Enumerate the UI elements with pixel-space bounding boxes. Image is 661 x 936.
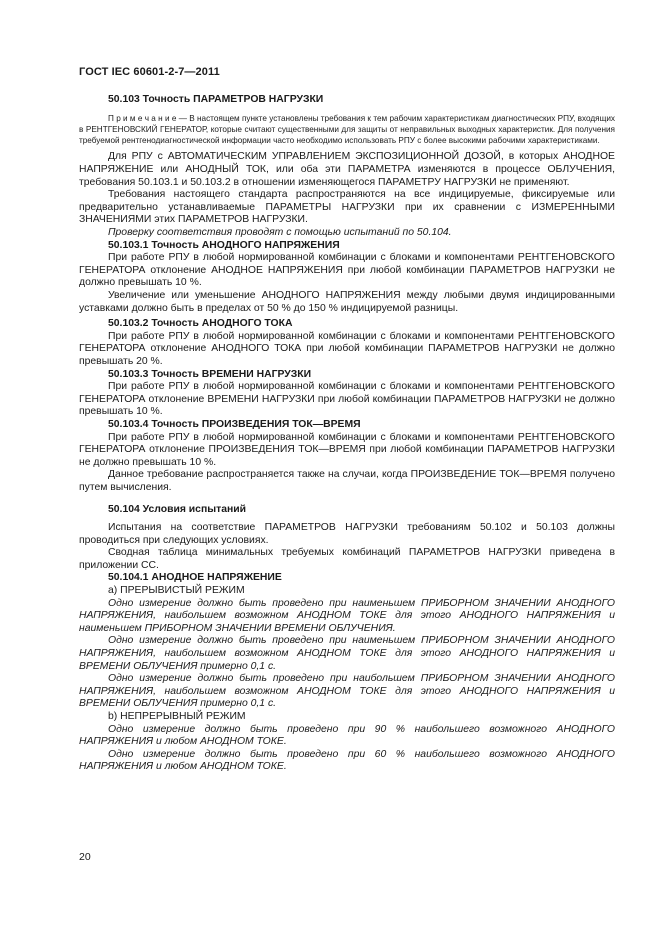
compliance-check-paragraph: Проверку соответствия проводят с помощью испытаний по 50.104.: [108, 227, 452, 239]
section-heading-50-103: 50.103 Точность ПАРАМЕТРОВ НАГРУЗКИ: [108, 94, 324, 105]
measurement-paragraph: Одно измерение должно быть проведено при наибольшем ПРИБОРНОМ ЗНАЧЕНИИ АНОДНОГО НАПРЯЖЕНИЯ, наибольшем возможном АНОДНОМ ТОКЕ для этого АНОДНОГО НАПРЯЖЕНИЯ и ВРЕМЕНИ ОБЛУЧЕНИЯ примерно 0,1 с.: [79, 673, 615, 710]
paragraph: Испытания на соответствие ПАРАМЕТРОВ НАГРУЗКИ требованиям 50.102 и 50.103 должны проводиться при следующих условиях.: [79, 522, 615, 546]
section-heading-50-103-2: 50.103.2 Точность АНОДНОГО ТОКА: [108, 318, 293, 330]
document-body: [79, 94, 615, 774]
measurement-paragraph: Одно измерение должно быть проведено при 90 % наибольшего возможного АНОДНОГО НАПРЯЖЕНИЯ и любом АНОДНОМ ТОКЕ.: [79, 723, 615, 748]
list-item-a: а) ПРЕРЫВИСТЫЙ РЕЖИМ: [108, 585, 245, 597]
paragraph: Увеличение или уменьшение АНОДНОГО НАПРЯЖЕНИЯ между любыми двумя индицированными уставками должно быть в пределах от 50 % до 150 % индицируемой разницы.: [79, 290, 615, 314]
section-heading-50-103-1: 50.103.1 Точность АНОДНОГО НАПРЯЖЕНИЯ: [108, 239, 340, 251]
section-heading-50-104: 50.104 Условия испытаний: [108, 503, 247, 515]
section-heading-50-103-3: 50.103.3 Точность ВРЕМЕНИ НАГРУЗКИ: [108, 368, 312, 380]
note-paragraph: П р и м е ч а н и е — В настоящем пункте установлены требования к тем рабочим характеристикам диагностических РПУ, входящих в РЕНТГЕНОВСКИЙ ГЕНЕРАТОР, которые считают существенными для защиты от неправильных выходных характеристик. Для получения требуемой рентгенодиагностической информации часто необходимо использовать РПУ с более высокими рабочими характеристиками.: [79, 113, 615, 146]
measurement-paragraph: Одно измерение должно быть проведено при наименьшем ПРИБОРНОМ ЗНАЧЕНИИ АНОДНОГО НАПРЯЖЕНИЯ, наибольшем возможном АНОДНОМ ТОКЕ для этого АНОДНОГО НАПРЯЖЕНИЯ и ВРЕМЕНИ ОБЛУЧЕНИЯ примерно 0,1 с.: [79, 635, 615, 672]
measurement-paragraph: Одно измерение должно быть проведено при наименьшем ПРИБОРНОМ ЗНАЧЕНИИ АНОДНОГО НАПРЯЖЕНИЯ, наибольшем возможном АНОДНОМ ТОКЕ для этого АНОДНОГО НАПРЯЖЕНИЯ и наименьшем ПРИБОРНОМ ЗНАЧЕНИИ ВРЕМЕНИ ОБЛУЧЕНИЯ.: [79, 597, 615, 634]
measurement-paragraph: Одно измерение должно быть проведено при 60 % наибольшего возможного АНОДНОГО НАПРЯЖЕНИЯ и любом АНОДНОМ ТОКЕ.: [79, 748, 615, 773]
paragraph: При работе РПУ в любой нормированной комбинации с блоками и компонентами РЕНТГЕНОВСКОГО ГЕНЕРАТОРА отклонение АНОДНОГО ТОКА при любой комбинации ПАРАМЕТРОВ НАГРУЗКИ не должно превышать 20 %.: [79, 330, 615, 367]
paragraph: При работе РПУ в любой нормированной комбинации с блоками и компонентами РЕНТГЕНОВСКОГО ГЕНЕРАТОРА отклонение ПРОИЗВЕДЕНИЯ ТОК—ВРЕМЯ при любой комбинации ПАРАМЕТРОВ НАГРУЗКИ не должно превышать 10 %.: [79, 431, 615, 468]
paragraph: Сводная таблица минимальных требуемых комбинаций ПАРАМЕТРОВ НАГРУЗКИ приведена в приложении СС.: [79, 547, 615, 571]
paragraph: Данное требование распространяется также на случаи, когда ПРОИЗВЕДЕНИЕ ТОК—ВРЕМЯ получено путем вычисления.: [79, 469, 615, 493]
page-number: 20: [79, 851, 91, 863]
paragraph: При работе РПУ в любой нормированной комбинации с блоками и компонентами РЕНТГЕНОВСКОГО ГЕНЕРАТОРА отклонение АНОДНОЕ НАПРЯЖЕНИЯ при любой комбинации ПАРАМЕТРОВ НАГРУЗКИ не должно превышать 10 %.: [79, 252, 615, 289]
paragraph: Для РПУ с АВТОМАТИЧЕСКИМ УПРАВЛЕНИЕМ ЭКСПОЗИЦИОННОЙ ДОЗОЙ, в которых АНОДНОЕ НАПРЯЖЕНИЕ или АНОДНЫЙ ТОК, или оба эти ПАРАМЕТРА изменяются в процессе ОБЛУЧЕНИЯ, требования 50.103.1 и 50.103.2 в отношении изменяющегося ПАРАМЕТРУ НАГРУЗКИ не применяют.: [79, 151, 615, 188]
list-item-b: b) НЕПРЕРЫВНЫЙ РЕЖИМ: [108, 711, 246, 723]
document-header: ГОСТ IEC 60601-2-7—2011: [79, 66, 220, 78]
section-heading-50-103-4: 50.103.4 Точность ПРОИЗВЕДЕНИЯ ТОК—ВРЕМЯ: [108, 418, 361, 430]
paragraph: Требования настоящего стандарта распространяются на все индицируемые, фиксируемые или предварительно устанавливаемые ПАРАМЕТРЫ НАГРУЗКИ при их сравнении с ИЗМЕРЕННЫМИ ЗНАЧЕНИЯМИ этих ПАРАМЕТРОВ НАГРУЗКИ.: [79, 189, 615, 226]
section-heading-50-104-1: 50.104.1 АНОДНОЕ НАПРЯЖЕНИЕ: [108, 572, 282, 584]
paragraph: При работе РПУ в любой нормированной комбинации с блоками и компонентами РЕНТГЕНОВСКОГО ГЕНЕРАТОРА отклонение ВРЕМЕНИ НАГРУЗКИ при любой комбинации ПАРАМЕТРОВ НАГРУЗКИ не должно превышать 10 %.: [79, 381, 615, 418]
